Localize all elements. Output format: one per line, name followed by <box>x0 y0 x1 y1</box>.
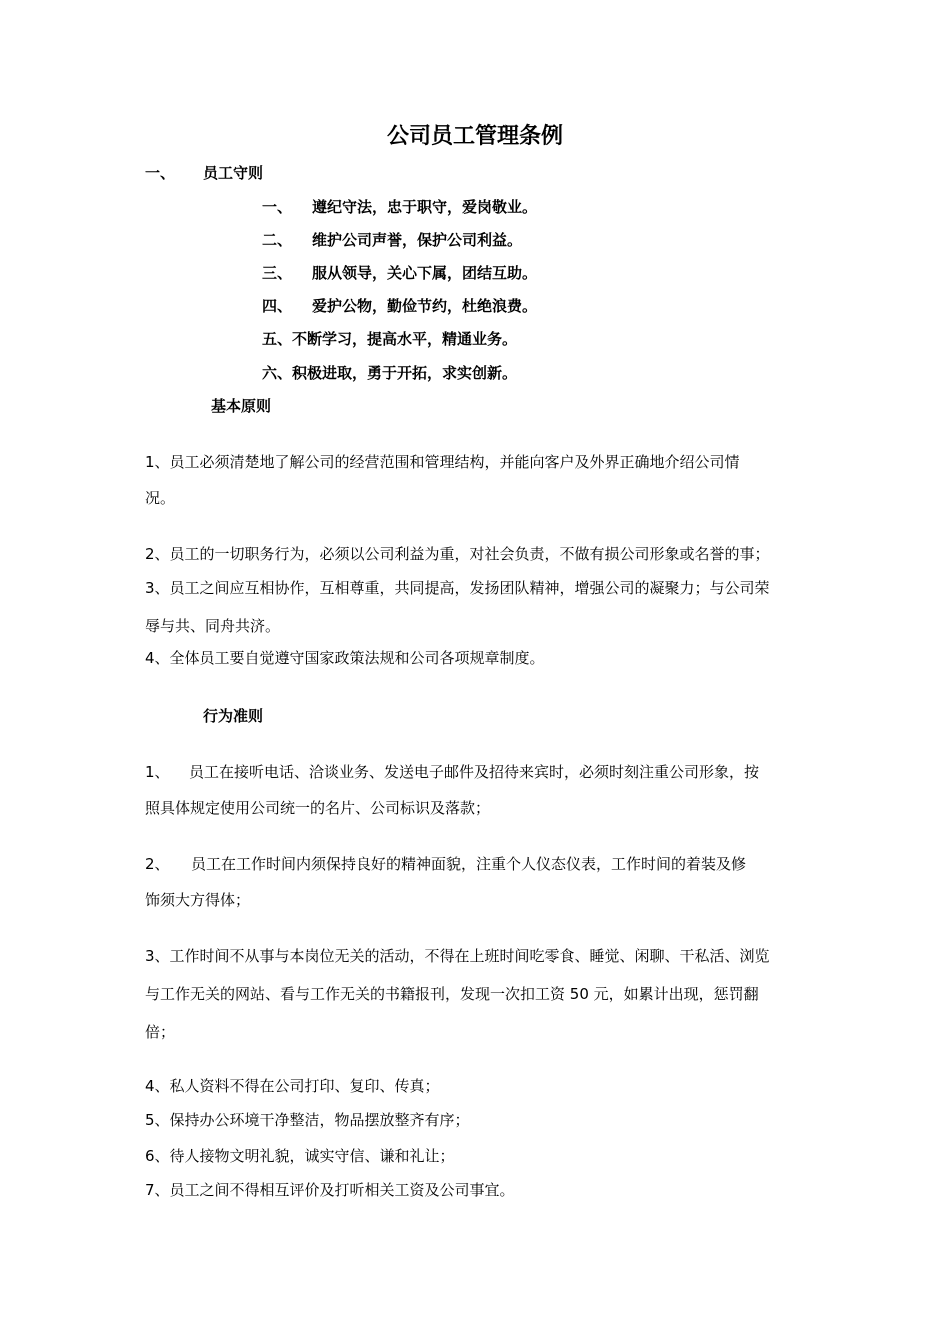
rule-line: 7、员工之间不得相互评价及打听相关工资及公司事宜。 <box>145 1181 515 1199</box>
rule-number: 一、 <box>262 198 293 216</box>
rule-text: 五、不断学习，提高水平，精通业务。 <box>262 330 518 348</box>
paragraph-line: 辱与共、同舟共济。 <box>145 617 281 635</box>
conduct-heading: 行为准则 <box>203 707 264 725</box>
paragraph-line: 照具体规定使用公司统一的名片、公司标识及落款； <box>145 799 491 817</box>
rule-text: 服从领导，关心下属，团结互助。 <box>312 264 538 282</box>
paragraph-line: 3、工作时间不从事与本岗位无关的活动，不得在上班时间吃零食、睡觉、闲聊、干私活、浏览 <box>145 947 770 965</box>
paragraph-line: 员工在工作时间内须保持良好的精神面貌，注重个人仪态仪表，工作时间的着装及修 <box>191 855 747 873</box>
paragraph-line: 2、员工的一切职务行为，必须以公司利益为重，对社会负责，不做有损公司形象或名誉的事； <box>145 545 770 563</box>
paragraph-number: 2、 <box>145 855 170 873</box>
paragraph-number: 1、 <box>145 763 170 781</box>
rule-text: 维护公司声誉，保护公司利益。 <box>312 231 523 249</box>
rule-text: 六、积极进取，勇于开拓，求实创新。 <box>262 364 518 382</box>
rule-text: 遵纪守法，忠于职守，爱岗敬业。 <box>312 198 538 216</box>
paragraph-line: 1、员工必须清楚地了解公司的经营范围和管理结构，并能向客户及外界正确地介绍公司情 <box>145 453 740 471</box>
rule-line: 5、保持办公环境干净整洁，物品摆放整齐有序； <box>145 1111 470 1129</box>
section-heading: 员工守则 <box>203 164 264 182</box>
rule-text: 爱护公物，勤俭节约，杜绝浪费。 <box>312 297 538 315</box>
paragraph-line: 3、员工之间应互相协作，互相尊重，共同提高，发扬团队精神，增强公司的凝聚力；与公司荣 <box>145 579 770 597</box>
section-number: 一、 <box>145 164 176 182</box>
rule-number: 四、 <box>262 297 293 315</box>
paragraph-line: 况。 <box>145 489 176 507</box>
paragraph-line: 倍； <box>145 1023 176 1041</box>
principles-heading: 基本原则 <box>211 397 272 415</box>
paragraph-line: 员工在接听电话、洽谈业务、发送电子邮件及招待来宾时，必须时刻注重公司形象，按 <box>189 763 760 781</box>
rule-line: 6、待人接物文明礼貌，诚实守信、谦和礼让； <box>145 1147 455 1165</box>
paragraph-line: 与工作无关的网站、看与工作无关的书籍报刊，发现一次扣工资 50 元，如累计出现，惩罚翻 <box>145 985 759 1003</box>
rule-line: 4、私人资料不得在公司打印、复印、传真； <box>145 1077 440 1095</box>
paragraph-line: 4、全体员工要自觉遵守国家政策法规和公司各项规章制度。 <box>145 649 545 667</box>
rule-number: 三、 <box>262 264 293 282</box>
rule-number: 二、 <box>262 231 293 249</box>
document-title: 公司员工管理条例 <box>386 124 563 149</box>
paragraph-line: 饰须大方得体； <box>145 891 251 909</box>
